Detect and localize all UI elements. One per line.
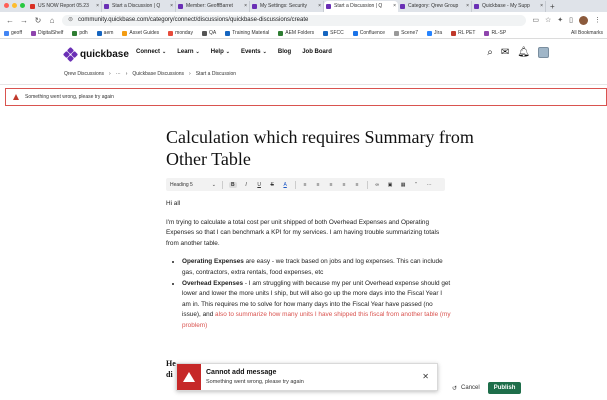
quickbase-logo-icon — [64, 48, 77, 61]
tab-favicon-icon — [252, 4, 257, 9]
bookmark-star-icon[interactable]: ☆ — [544, 17, 552, 24]
new-tab-button[interactable]: + — [550, 2, 555, 11]
bookmark-icon — [31, 31, 36, 36]
chevron-down-icon: ⌄ — [211, 181, 216, 188]
nav-item-help[interactable] — [211, 49, 230, 55]
bookmark-icon — [353, 31, 358, 36]
nav-item-label: Connect — [136, 49, 160, 55]
error-banner-text: Something went wrong, please try again — [25, 94, 114, 100]
site-info-icon[interactable]: ⊜ — [68, 16, 74, 23]
bookmark-label: RL-SP — [491, 30, 507, 36]
bookmark-icon — [451, 31, 456, 36]
link-icon[interactable]: ∞ — [375, 181, 379, 188]
quote-icon[interactable]: ” — [415, 181, 417, 188]
search-icon[interactable]: ⌕ — [487, 47, 493, 58]
cast-icon[interactable]: ▭ — [532, 17, 539, 24]
home-icon[interactable]: ⌂ — [49, 15, 55, 25]
publish-button[interactable]: Publish — [488, 382, 522, 394]
address-text: community.quickbase.com/category/connect/discussions/quickbase-discussions/create — [78, 16, 309, 23]
browser-tab[interactable] — [28, 1, 102, 12]
close-tab-icon[interactable]: × — [244, 3, 247, 9]
browser-tab[interactable] — [250, 1, 324, 12]
nav-item-label: Learn — [177, 49, 194, 55]
nav-item-events[interactable] — [241, 49, 267, 55]
tab-label: Quickbase - My Supp — [482, 3, 530, 9]
list-item-text: are easy - we track based on jobs and log expenses. This can include gas, contractors, extra rentals, food expenses, etc — [182, 258, 443, 276]
list-item — [182, 279, 451, 332]
browser-menu-icon[interactable]: ⋮ — [594, 17, 601, 24]
bookmark-icon — [394, 31, 399, 36]
back-icon[interactable]: ← — [6, 15, 14, 25]
browser-tab[interactable] — [398, 1, 472, 12]
outdent-icon[interactable]: ≡ — [355, 181, 359, 188]
chevron-down-icon: ⌄ — [162, 49, 167, 55]
editor-toolbar — [166, 178, 445, 191]
bookmark-label: SFCC — [330, 30, 344, 36]
list-item-bold: Overhead Expenses — [182, 279, 244, 287]
tab-favicon-icon — [178, 4, 183, 9]
toast-title: Cannot add message — [206, 369, 277, 376]
toolbar-separator — [222, 181, 223, 189]
browser-toolbar — [0, 12, 607, 28]
list-item-bold: Operating Expenses — [182, 258, 244, 266]
chevron-down-icon: ⌄ — [225, 49, 230, 55]
cancel-label: Cancel — [461, 385, 480, 391]
expense-list — [166, 257, 451, 331]
bookmark-icon — [168, 31, 173, 36]
maximize-window-icon[interactable] — [20, 3, 25, 8]
error-toast — [176, 363, 438, 391]
numbered-list-icon[interactable]: ≡ — [316, 181, 320, 188]
mail-icon[interactable]: ✉ — [500, 47, 510, 58]
close-icon[interactable]: ✕ — [422, 372, 429, 381]
close-tab-icon[interactable]: × — [96, 3, 99, 9]
bookmark-label: monday — [175, 30, 193, 36]
bookmark-label: Confluence — [359, 30, 386, 36]
chevron-right-icon: › — [109, 71, 111, 77]
partial-heading: He di — [166, 359, 176, 379]
extensions-icon[interactable]: ✦ — [557, 17, 564, 24]
bookmark-item[interactable] — [4, 30, 22, 36]
bookmark-item[interactable] — [394, 30, 418, 36]
indent-icon[interactable]: ≡ — [342, 181, 346, 188]
bookmark-icon — [323, 31, 328, 36]
breadcrumb-ellipsis[interactable]: ··· — [115, 71, 121, 77]
bookmark-item[interactable] — [72, 30, 87, 36]
bookmark-label: Scene7 — [401, 30, 419, 36]
toast-warning-icon — [177, 364, 201, 390]
history-icon: ↺ — [452, 385, 458, 392]
tab-label: Member: GeoffBarret — [186, 3, 233, 9]
chevron-right-icon: › — [125, 71, 128, 77]
close-window-icon[interactable] — [4, 3, 9, 8]
bookmark-label: pdh — [79, 30, 88, 36]
breadcrumb-item-current: Start a Discussion — [195, 71, 237, 77]
bookmark-label: geoff — [11, 30, 23, 36]
image-icon[interactable]: ▣ — [387, 181, 393, 188]
bold-button[interactable]: B — [231, 181, 235, 188]
bookmark-label: AEM Folders — [285, 30, 315, 36]
nav-item-connect[interactable] — [136, 49, 166, 55]
bookmark-item[interactable] — [427, 30, 442, 36]
bookmark-icon — [225, 31, 230, 36]
user-avatar[interactable] — [538, 47, 549, 58]
warning-icon — [13, 94, 19, 100]
nav-item-job-board[interactable] — [302, 49, 332, 55]
bookmark-item[interactable] — [225, 30, 269, 36]
nav-item-blog[interactable] — [278, 49, 291, 55]
bookmark-icon — [122, 31, 127, 36]
address-bar[interactable] — [62, 15, 526, 26]
quickbase-logo[interactable] — [64, 48, 129, 61]
bookmark-item[interactable] — [202, 30, 216, 36]
bookmark-icon — [427, 31, 432, 36]
tab-label: US NOW Report 05.23 — [38, 3, 89, 9]
greeting-paragraph: Hi all — [166, 200, 181, 207]
divider — [0, 84, 607, 85]
tab-label: Start a Discussion | Q — [334, 3, 383, 9]
bookmark-item[interactable] — [451, 30, 475, 36]
bookmark-item[interactable] — [168, 30, 193, 36]
bulleted-list-icon[interactable]: ≡ — [303, 181, 307, 188]
nav-item-label: Help — [210, 49, 224, 55]
bookmark-icon — [97, 31, 102, 36]
window-controls[interactable] — [4, 3, 25, 8]
nav-item-label: Job Board — [302, 49, 332, 55]
tab-favicon-icon — [474, 4, 479, 9]
bookmark-label: aem — [103, 30, 114, 36]
browser-tab[interactable] — [324, 1, 398, 12]
table-icon[interactable]: ▦ — [400, 181, 406, 188]
chevron-down-icon: ⌄ — [195, 49, 200, 55]
browser-tab[interactable] — [176, 1, 250, 12]
tab-favicon-icon — [400, 4, 405, 9]
bookmark-label: QA — [208, 30, 217, 36]
bookmark-label: DigitalShelf — [38, 30, 64, 36]
bookmark-icon — [202, 31, 207, 36]
close-tab-icon[interactable]: × — [318, 3, 321, 9]
post-title[interactable]: Calculation which requires Summary from Other Table — [166, 127, 474, 169]
nav-item-learn[interactable] — [177, 49, 200, 55]
reload-icon[interactable]: ↻ — [34, 15, 42, 25]
main-nav — [136, 49, 332, 55]
heading-select[interactable] — [170, 182, 216, 188]
site-header — [0, 40, 607, 68]
breadcrumb-item-quickbase-discussions[interactable]: Quickbase Discussions — [132, 71, 185, 77]
error-banner — [5, 88, 607, 106]
close-tab-icon[interactable]: × — [393, 3, 396, 9]
tab-label: My Settings: Security — [260, 3, 307, 9]
minimize-window-icon[interactable] — [12, 3, 17, 8]
tab-label: Category: Qrew Group — [408, 3, 459, 9]
bookmark-item[interactable] — [31, 30, 63, 36]
nav-item-label: Events — [240, 49, 261, 55]
bookmark-icon — [4, 31, 9, 36]
bookmark-item[interactable] — [278, 30, 314, 36]
chevron-down-icon: ⌄ — [262, 49, 267, 55]
strikethrough-button[interactable]: S — [270, 181, 274, 188]
browser-tab[interactable] — [102, 1, 176, 12]
chevron-right-icon: › — [189, 71, 191, 77]
tab-favicon-icon — [326, 4, 331, 9]
tab-label: Start a Discussion | Q — [112, 3, 161, 9]
form-actions — [452, 382, 521, 394]
toolbar-separator — [367, 181, 368, 189]
post-body[interactable] — [166, 199, 451, 340]
more-options-icon[interactable]: ··· — [426, 181, 432, 188]
bookmark-label: Jira — [434, 30, 443, 36]
bookmark-item[interactable] — [323, 30, 344, 36]
underline-button[interactable]: U — [257, 181, 261, 188]
bookmark-label: Training Material — [232, 30, 270, 36]
close-tab-icon[interactable]: × — [466, 3, 469, 9]
profile-avatar[interactable] — [579, 16, 588, 25]
align-icon[interactable]: ≡ — [329, 181, 333, 188]
toast-message: Something went wrong, please try again — [206, 379, 304, 385]
bookmark-label: RL PET — [458, 30, 476, 36]
bookmark-item[interactable] — [484, 30, 506, 36]
bookmark-item[interactable] — [122, 30, 159, 36]
bookmark-icon — [72, 31, 77, 36]
tab-favicon-icon — [104, 4, 109, 9]
list-item-highlight: also to summarize how many units I have shipped this fiscal from another table (my problem) — [182, 311, 451, 329]
bookmark-item[interactable] — [353, 30, 385, 36]
all-bookmarks-button[interactable]: All Bookmarks — [571, 30, 603, 36]
browser-tab[interactable] — [472, 1, 546, 12]
toolbar-separator — [295, 181, 296, 189]
list-item — [182, 257, 451, 278]
bookmark-icon — [484, 31, 489, 36]
cancel-button[interactable] — [452, 385, 480, 392]
forward-icon[interactable]: → — [20, 15, 28, 25]
logo-text: quickbase — [80, 49, 129, 60]
breadcrumb — [64, 71, 236, 77]
bookmark-icon — [278, 31, 283, 36]
bookmarks-bar — [0, 28, 607, 39]
nav-item-label: Blog — [277, 49, 292, 55]
intro-paragraph: I'm trying to calculate a total cost per unit shipped of both Overhead Expenses and Operating Expenses so that I can benchmark a KPI for my services. I am having trouble summarizing totals from another table. — [166, 218, 440, 247]
tab-favicon-icon — [30, 4, 35, 9]
heading-select-value: Heading 5 — [170, 181, 193, 188]
close-tab-icon[interactable]: × — [170, 3, 173, 9]
browser-tab-strip — [0, 0, 607, 12]
bookmark-item[interactable] — [97, 30, 114, 36]
list-item-text: - I am struggling with because my per unit Overhead expense should get lower and lower the more units I ship, but will also go up the more days into the Fiscal Year I am in. This requires me to solve for how many days into the Fiscal Year have passed (no issue), and — [182, 279, 451, 319]
close-tab-icon[interactable]: × — [540, 3, 543, 9]
text-color-button[interactable]: A — [283, 181, 287, 188]
sidebar-icon[interactable]: ▯ — [569, 17, 573, 24]
breadcrumb-item-qrew-discussions[interactable]: Qrew Discussions — [64, 71, 105, 77]
italic-button[interactable]: I — [245, 181, 247, 188]
notification-bell-icon[interactable]: 🔔︎ — [517, 47, 530, 58]
bookmark-label: Asset Guides — [129, 30, 160, 36]
